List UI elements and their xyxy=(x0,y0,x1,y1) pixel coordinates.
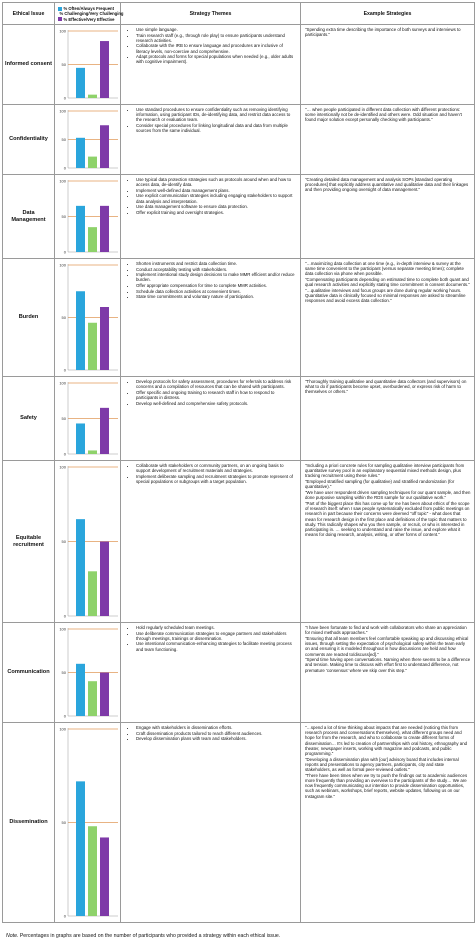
bar xyxy=(76,291,85,370)
example-quote: "Part of the biggest place this has come up for me has been about ethics of the scope of research itself: when I saw people systematically excluded from public meetings on research in part because their concerns were deemed "off topic" - what does that mean for research design in the first place and definitions of the topic that matters to study. This radically shapes who you then sample, or recruit, or who is interested in participating in. … seeking to understand and raise the issue, and explore what it means for doing research, analysis, writing, or other forms of content." xyxy=(305,500,470,538)
ethical-issue-cell: Safety xyxy=(3,377,55,461)
theme-item: • Develop dissemination plans with team and stakeholders. xyxy=(136,736,297,741)
bar xyxy=(76,138,85,168)
chart-cell xyxy=(55,25,121,105)
example-strategies-cell xyxy=(301,175,475,259)
themes-list xyxy=(126,463,297,484)
theme-item: • Offer appropriate compensation for time to complete MMR activities. xyxy=(136,283,297,288)
chart-svg xyxy=(55,377,121,460)
example-strategies-cell xyxy=(301,377,475,461)
example-strategies-cell xyxy=(301,105,475,175)
example-quote: "Ensuring that all team members feel comfortable speaking up and discussing ethical issues, through setting the expectation of psychological safety within the team early on and ensuring it is modeled throughout in how discussions are held and how comments are reacted to/discuss[ed]." xyxy=(305,635,469,657)
bar xyxy=(76,206,85,252)
strategy-themes-cell xyxy=(121,723,301,923)
chart-svg xyxy=(55,105,121,174)
chart-cell xyxy=(55,175,121,259)
example-strategies-cell xyxy=(301,259,475,377)
bar xyxy=(88,826,97,916)
bar xyxy=(76,519,85,616)
y-tick-label: 0 xyxy=(63,165,66,171)
theme-item: • Offer explicit training and oversight strategies. xyxy=(136,210,297,215)
bar xyxy=(100,206,109,252)
theme-item: • Use deliberate communication strategies to engage partners and stakeholders through meetings, trainings or dissemination. xyxy=(136,631,297,641)
bar-chart xyxy=(55,175,120,258)
bar xyxy=(76,664,85,716)
example-quote: "…qualitative interviews and focus groups are done during regular working hours. Quantitative data is clinically focused so minimal responses are asked to streamline responses and avoid excess data collection." xyxy=(305,288,466,304)
chart-svg xyxy=(55,723,121,922)
example-quote: "…maximizing data collection at one time (e.g., in-depth interview & survey at the same time convenient to the participant (versus separate meeting times); complete data collection via phone when possible. xyxy=(305,261,464,277)
bar xyxy=(100,125,109,168)
bar xyxy=(76,68,85,98)
theme-item: • Offer specific and ongoing training to research staff in how to respond to participants in distress. xyxy=(136,390,297,400)
ethical-issue-cell: Confidentiality xyxy=(3,105,55,175)
y-tick-label: 0 xyxy=(63,367,66,373)
theme-item: • Craft dissemination products tailored to reach different audiences. xyxy=(136,731,297,736)
table-row xyxy=(3,623,475,723)
chart-svg xyxy=(55,623,121,722)
theme-item: • Collaborate with stakeholders or community partners, on an ongoing basis to support development of recruitment materials and strategies. xyxy=(136,463,297,473)
theme-item: • State time commitments and voluntary nature of participation. xyxy=(136,294,297,299)
y-tick-label: 50 xyxy=(61,213,66,219)
strategy-themes-cell xyxy=(121,377,301,461)
bar xyxy=(88,571,97,616)
example-quote: "Including a priori concrete rules for sampling qualitative interview participants from quantitative survey pool in an explanatory sequential mixed methods design, plus tracking recruitment using these rules." xyxy=(305,463,465,479)
theme-item: • Use explicit communication strategies including engaging stakeholders to support data analysis and interpretation. xyxy=(136,193,297,203)
example-quote: "There have been times when we try to push the findings out to academic audiences more frequently than providing an overview to the participants of the study… We are now frequently communicating our intention to provide dissemination opportunities, such as webinars, workshops, brief reports, website updates, following us on our Instagram site." xyxy=(305,772,468,799)
bar-chart xyxy=(55,623,120,722)
themes-list xyxy=(126,379,297,406)
table-row xyxy=(3,723,475,923)
bar xyxy=(76,781,85,916)
strategy-themes-cell xyxy=(121,623,301,723)
legend-swatch xyxy=(58,7,62,11)
theme-item: • Conduct acceptability testing with stakeholders. xyxy=(136,267,297,272)
bar xyxy=(88,157,97,168)
bar xyxy=(100,673,109,717)
table-row xyxy=(3,259,475,377)
y-tick-label: 0 xyxy=(63,249,66,255)
themes-list xyxy=(126,107,297,133)
theme-item: • Implement intentional study design decisions to make MMR efficient and/or reduce burden. xyxy=(136,272,297,282)
header-ethical-issue: Ethical Issue xyxy=(3,3,55,25)
bar-chart xyxy=(55,461,120,622)
theme-item: • Use typical data protection strategies such as protocols around when and how to access data, de-identify data. xyxy=(136,177,297,187)
strategy-themes-cell xyxy=(121,25,301,105)
example-quote: "Spend time having open conversations. Naming when there seems to be a difference and tension. Making time to discuss with effort first to understand difference, not premature 'consensus' where we skip over this step." xyxy=(305,657,471,673)
bar xyxy=(100,408,109,454)
y-tick-label: 100 xyxy=(59,726,66,732)
y-tick-label: 100 xyxy=(59,28,66,34)
themes-list xyxy=(126,177,297,215)
y-tick-label: 0 xyxy=(63,95,66,101)
note-label: Note. xyxy=(6,933,19,939)
example-quote: "Developing a dissemination plan with [our] advisory board that includes internal reports and presentations to agency partners, participants, city and state stakeholders, as well as formal peer-reviewed outlets." xyxy=(305,756,459,773)
example-quote: "Compensating participants depending on estimated time to complete both quant and qual research activities and explicitly stating time commitment in consent documents." xyxy=(305,277,470,288)
theme-item: • Hold regularly scheduled team meetings. xyxy=(136,625,297,630)
bar xyxy=(88,227,97,252)
table-note xyxy=(6,933,280,939)
theme-item: • Develop well-defined and comprehensive safety protocols. xyxy=(136,401,297,406)
legend-label: % Often/Always Frequent xyxy=(63,5,114,11)
themes-list xyxy=(126,725,297,741)
theme-item: • Adapt protocols and forms for special populations when needed (e.g., older adults with cognitive impairment). xyxy=(136,54,297,64)
y-tick-label: 0 xyxy=(63,613,66,619)
bar xyxy=(88,323,97,370)
theme-item: • Develop protocols for safety assessment, procedures for referrals to address risk concerns and a compilation of resources that can be shared with participants. xyxy=(136,379,297,389)
chart-cell xyxy=(55,623,121,723)
bar xyxy=(100,542,109,617)
y-tick-label: 50 xyxy=(61,819,66,825)
y-tick-label: 50 xyxy=(61,136,66,142)
legend-label: % Effective/Very Effective xyxy=(63,16,115,22)
legend xyxy=(55,3,124,25)
example-quote: "Creating detailed data management and analysis SOPs [standard operating procedures] that explicitly address quantitative and qualitative data and their linkages and then providing ongoing oversight of data management." xyxy=(305,177,469,193)
y-tick-label: 50 xyxy=(61,538,66,544)
themes-list xyxy=(126,625,297,652)
theme-item: • Implement well-defined data management plans. xyxy=(136,188,297,193)
example-strategies-cell xyxy=(301,25,475,105)
ethical-issue-cell: Data Management xyxy=(3,175,55,259)
chart-svg xyxy=(55,259,121,376)
example-quote: "…spend a lot of time thinking about impacts that are needed (noticing this from research process and conversations themselves), what different groups need and hope for from the research, and who to collaborate to create different forms of dissemination… It's led to creation of partnerships with oral history, ethnography and theater, newspaper inserts, working with magazine and podcasts, and public programming." xyxy=(305,725,468,757)
bar xyxy=(100,307,109,370)
bar xyxy=(88,95,97,98)
themes-list xyxy=(126,27,297,65)
theme-item: • Use standard procedures to ensure confidentiality such as removing identifying information, using participant IDs, de-identifying data, and restrict data access to the research or evaluation team. xyxy=(136,107,297,123)
example-strategies-cell xyxy=(301,723,475,923)
strategy-themes-cell xyxy=(121,259,301,377)
strategy-themes-cell xyxy=(121,461,301,623)
ethical-issue-cell: Equitable recruitment xyxy=(3,461,55,623)
chart-cell xyxy=(55,377,121,461)
strategies-table xyxy=(2,2,475,923)
strategy-themes-cell xyxy=(121,105,301,175)
chart-cell xyxy=(55,259,121,377)
ethical-issue-cell: Burden xyxy=(3,259,55,377)
chart-svg xyxy=(55,461,121,622)
example-quote: "Employed stratified sampling (for qualitative) and stratified randomization (for quantitative)." xyxy=(305,479,455,490)
theme-item: • Use data management software to ensure data protection. xyxy=(136,204,297,209)
example-quote: "Thoroughly training qualitative and quantitative data collectors (and supervisors) on what to do if participants become upset, overburdened, or express risk of harm to themselves or others." xyxy=(305,379,467,395)
table-row xyxy=(3,461,475,623)
theme-item: • Train research staff (e.g., through role play) to ensure participants understand research activities. xyxy=(136,33,297,43)
y-tick-label: 100 xyxy=(59,464,66,470)
bar-chart xyxy=(55,105,120,174)
y-tick-label: 50 xyxy=(61,61,66,67)
ethical-issue-cell: Dissemination xyxy=(3,723,55,923)
header-example-strategies: Example Strategies xyxy=(301,3,475,25)
y-tick-label: 100 xyxy=(59,380,66,386)
y-tick-label: 100 xyxy=(59,178,66,184)
y-tick-label: 0 xyxy=(63,713,66,719)
bar-chart xyxy=(55,723,120,922)
y-tick-label: 100 xyxy=(59,262,66,268)
example-strategies-cell xyxy=(301,461,475,623)
theme-item: • Shorten instruments and restrict data collection time. xyxy=(136,261,297,266)
chart-cell xyxy=(55,723,121,923)
ethical-issue-cell: Informed consent xyxy=(3,25,55,105)
ethical-issue-cell: Communication xyxy=(3,623,55,723)
table-row xyxy=(3,377,475,461)
theme-item: • Implement deliberate sampling and recruitment strategies to promote represent of special populations or subgroups with a target population. xyxy=(136,474,297,484)
bar-chart xyxy=(55,259,120,376)
y-tick-label: 50 xyxy=(61,314,66,320)
table-row xyxy=(3,105,475,175)
y-tick-label: 0 xyxy=(63,451,66,457)
bar-chart xyxy=(55,25,120,104)
header-strategy-themes: Strategy Themes xyxy=(121,3,301,25)
bar xyxy=(76,423,85,454)
bar-chart xyxy=(55,377,120,460)
header-row xyxy=(3,3,475,25)
theme-item: • Schedule data collection activities at convenient times. xyxy=(136,289,297,294)
theme-item: • Use intentional communication-enhancing strategies to facilitate meeting process and team functioning. xyxy=(136,641,297,651)
themes-list xyxy=(126,261,297,299)
table-row xyxy=(3,25,475,105)
legend-label: % Challenging/Very Challenging xyxy=(59,11,124,17)
strategy-themes-cell xyxy=(121,175,301,259)
table-row xyxy=(3,175,475,259)
theme-item: • Collaborate with the IRB to ensure language and procedures are inclusive of literacy levels, non-coercive and comprehensive. xyxy=(136,43,297,53)
y-tick-label: 100 xyxy=(59,626,66,632)
y-tick-label: 0 xyxy=(63,913,66,919)
note-text: Percentages in graphs are based on the number of participants who provided a strategy within each ethical issue. xyxy=(18,933,281,939)
example-quote: "We have user respondent driven sampling techniques for our quant sample, and then done purposive sampling within the RDS sample for our qualitative work." xyxy=(305,490,471,501)
example-quote: "I have been fortunate to find and work with collaborators who share an appreciation for mixed methods approaches." xyxy=(305,625,467,636)
bar xyxy=(100,41,109,98)
example-quote: "Spending extra time describing the importance of both surveys and interviews to participants." xyxy=(305,27,461,38)
bar xyxy=(100,837,109,916)
theme-item: • Consider special procedures for linking longitudinal data and data from multiple sources from the same individual. xyxy=(136,123,297,133)
chart-svg xyxy=(55,175,121,258)
y-tick-label: 50 xyxy=(61,415,66,421)
bar xyxy=(88,681,97,716)
chart-cell xyxy=(55,461,121,623)
legend-swatch xyxy=(58,17,62,21)
y-tick-label: 50 xyxy=(61,669,66,675)
example-quote: "… when people participated in different data collection with different protections: some intentionally not be de-identified and others were. Odd situation and haven't found major solution except personally checking with participants." xyxy=(305,107,462,123)
bar xyxy=(88,450,97,454)
chart-cell xyxy=(55,105,121,175)
theme-item: • Use simple language. xyxy=(136,27,297,32)
theme-item: • Engage with stakeholders in dissemination efforts. xyxy=(136,725,297,730)
y-tick-label: 100 xyxy=(59,108,66,114)
legend-item xyxy=(58,17,118,22)
example-strategies-cell xyxy=(301,623,475,723)
chart-svg xyxy=(55,25,121,104)
